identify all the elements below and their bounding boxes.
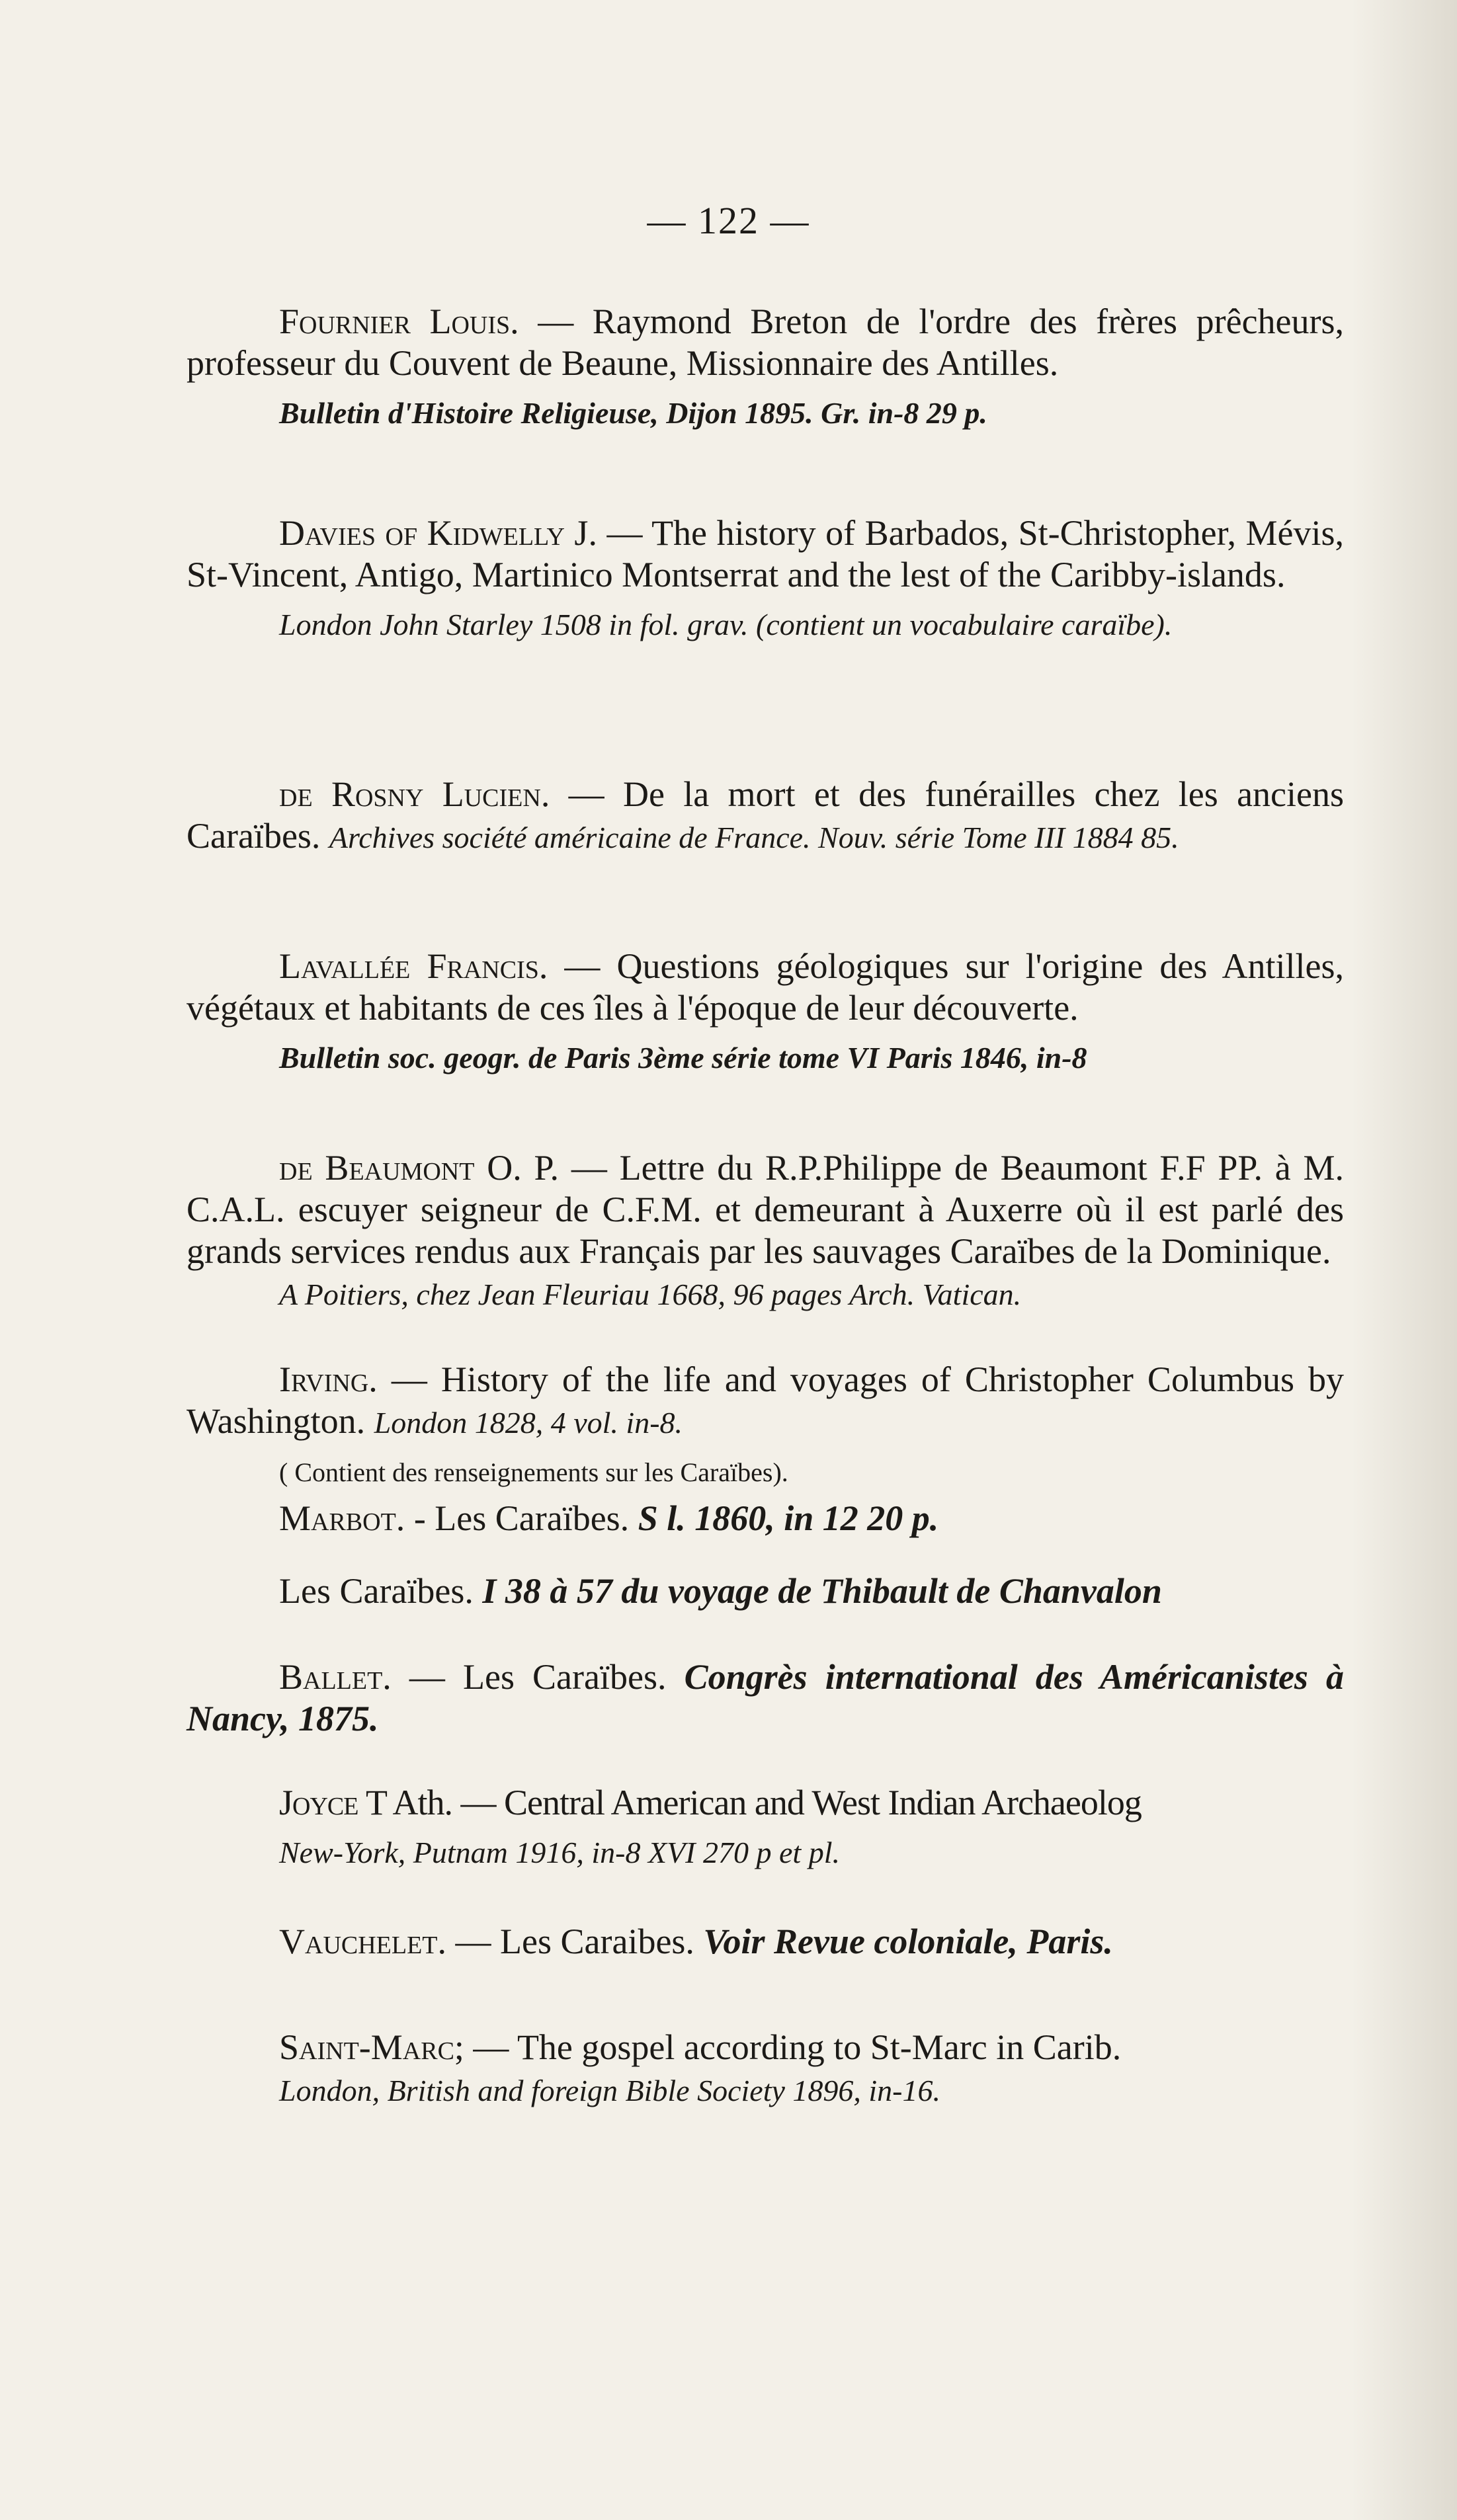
page-edge-shadow xyxy=(1351,0,1457,2520)
entry-author: Saint-Marc; xyxy=(279,2027,464,2067)
entry-title: Les Caraïbes. xyxy=(279,1571,474,1611)
entry-title: — The gospel according to St-Marc in Carib. xyxy=(473,2027,1122,2067)
entry-title: — Les Caraïbes. xyxy=(409,1657,667,1697)
entry-source: I 38 à 57 du voyage de Thibault de Chanvalon xyxy=(482,1571,1162,1611)
entry-publication: Bulletin d'Histoire Religieuse, Dijon 1895. Gr. in-8 29 p. xyxy=(279,396,987,430)
entry-title: T Ath. — Central American and West Indian Archaeolog xyxy=(366,1783,1142,1822)
entry-author: Ballet. xyxy=(279,1657,392,1697)
bibliography-entry-fournier xyxy=(187,301,1344,433)
entry-publication: New-York, Putnam 1916, in-8 XVI 270 p et pl. xyxy=(279,1836,840,1869)
entry-title: — Lettre du R.P.Philippe de Beaumont F.F PP. à M. C.A.L. escuyer seigneur de C.F.M. et demeurant à Auxerre où il est parlé des grands services rendus aux Français par les sauvages Caraïbes de la Dominique. xyxy=(187,1148,1345,1271)
entry-source: Archives société américaine de France. Nouv. série Tome III 1884 85. xyxy=(329,821,1179,854)
entry-author: Joyce xyxy=(279,1783,358,1822)
entry-author: Fournier Louis. xyxy=(279,302,519,341)
entry-publication: London John Starley 1508 in fol. grav. (contient un vocabulaire caraïbe). xyxy=(279,608,1173,641)
entry-text xyxy=(187,1359,1344,1443)
entry-author: Davies of Kidwelly J. xyxy=(279,513,597,553)
bibliography-entry-ballet xyxy=(187,1656,1344,1740)
entry-text xyxy=(187,301,1344,384)
entry-author: Vauchelet. xyxy=(279,1922,447,1961)
entry-source: S l. 1860, in 12 20 p. xyxy=(638,1498,939,1538)
entry-author: de Beaumont O. P. xyxy=(279,1148,560,1188)
entry-text xyxy=(187,2027,1344,2068)
entry-text xyxy=(187,774,1344,858)
entry-title: — De la mort et des funérailles chez les anciens Caraïbes. xyxy=(187,774,1345,856)
entry-text xyxy=(187,1782,1344,1824)
page-number: — 122 — xyxy=(647,199,810,242)
entry-title: — Les Caraibes. xyxy=(455,1922,694,1961)
entry-source: London 1828, 4 vol. in-8. xyxy=(374,1406,683,1440)
entry-text xyxy=(187,1921,1344,1963)
entry-title: — History of the life and voyages of Christopher Columbus by Washington. xyxy=(187,1360,1345,1441)
entry-title: - Les Caraïbes. xyxy=(413,1498,630,1538)
entry-author: de Rosny Lucien. xyxy=(279,774,550,814)
entry-text xyxy=(187,1570,1344,1612)
bibliography-entry-davies xyxy=(187,512,1344,645)
entry-publication: London, British and foreign Bible Society 1896, in-16. xyxy=(279,2074,940,2107)
entry-publication: A Poitiers, chez Jean Fleuriau 1668, 96 pages Arch. Vatican. xyxy=(279,1278,1022,1311)
entry-title: — The history of Barbados, St-Christopher, Mévis, St-Vincent, Antigo, Martinico Montserrat and the lest of the Caribby-islands. xyxy=(187,513,1345,594)
bibliography-entry-irving xyxy=(187,1359,1344,1492)
entry-author: Marbot. xyxy=(279,1498,405,1538)
bibliography-entry-lavallee xyxy=(187,946,1344,1078)
entry-text xyxy=(187,946,1344,1029)
bibliography-entry-de-beaumont xyxy=(187,1147,1344,1315)
entry-text xyxy=(187,1498,1344,1539)
bibliography-entry-thibault xyxy=(187,1570,1344,1612)
bibliography-entry-joyce xyxy=(187,1782,1344,1873)
entry-title: — Questions géologiques sur l'origine des Antilles, végétaux et habitants de ces îles à l'époque de leur découverte. xyxy=(187,946,1345,1028)
entry-author: Irving. xyxy=(279,1360,378,1399)
entry-source: Congrès international des Américanistes à Nancy, 1875. xyxy=(187,1657,1345,1738)
entry-text xyxy=(187,512,1344,596)
bibliography-entry-vauchelet xyxy=(187,1921,1344,1963)
bibliography-entry-saint-marc xyxy=(187,2027,1344,2111)
entry-publication: Bulletin soc. geogr. de Paris 3ème série tome VI Paris 1846, in-8 xyxy=(279,1041,1087,1075)
entry-text xyxy=(187,1656,1344,1740)
entry-title: — Raymond Breton de l'ordre des frères prêcheurs, professeur du Couvent de Beaune, Missionnaire des Antilles. xyxy=(187,302,1344,383)
entry-source: Voir Revue coloniale, Paris. xyxy=(703,1922,1113,1961)
entry-note: ( Contient des renseignements sur les Caraïbes). xyxy=(279,1457,788,1487)
entry-text xyxy=(187,1147,1344,1272)
bibliography-entry-de-rosny xyxy=(187,774,1344,858)
entry-author: Lavallée Francis. xyxy=(279,946,548,986)
bibliography-entry-marbot xyxy=(187,1498,1344,1539)
